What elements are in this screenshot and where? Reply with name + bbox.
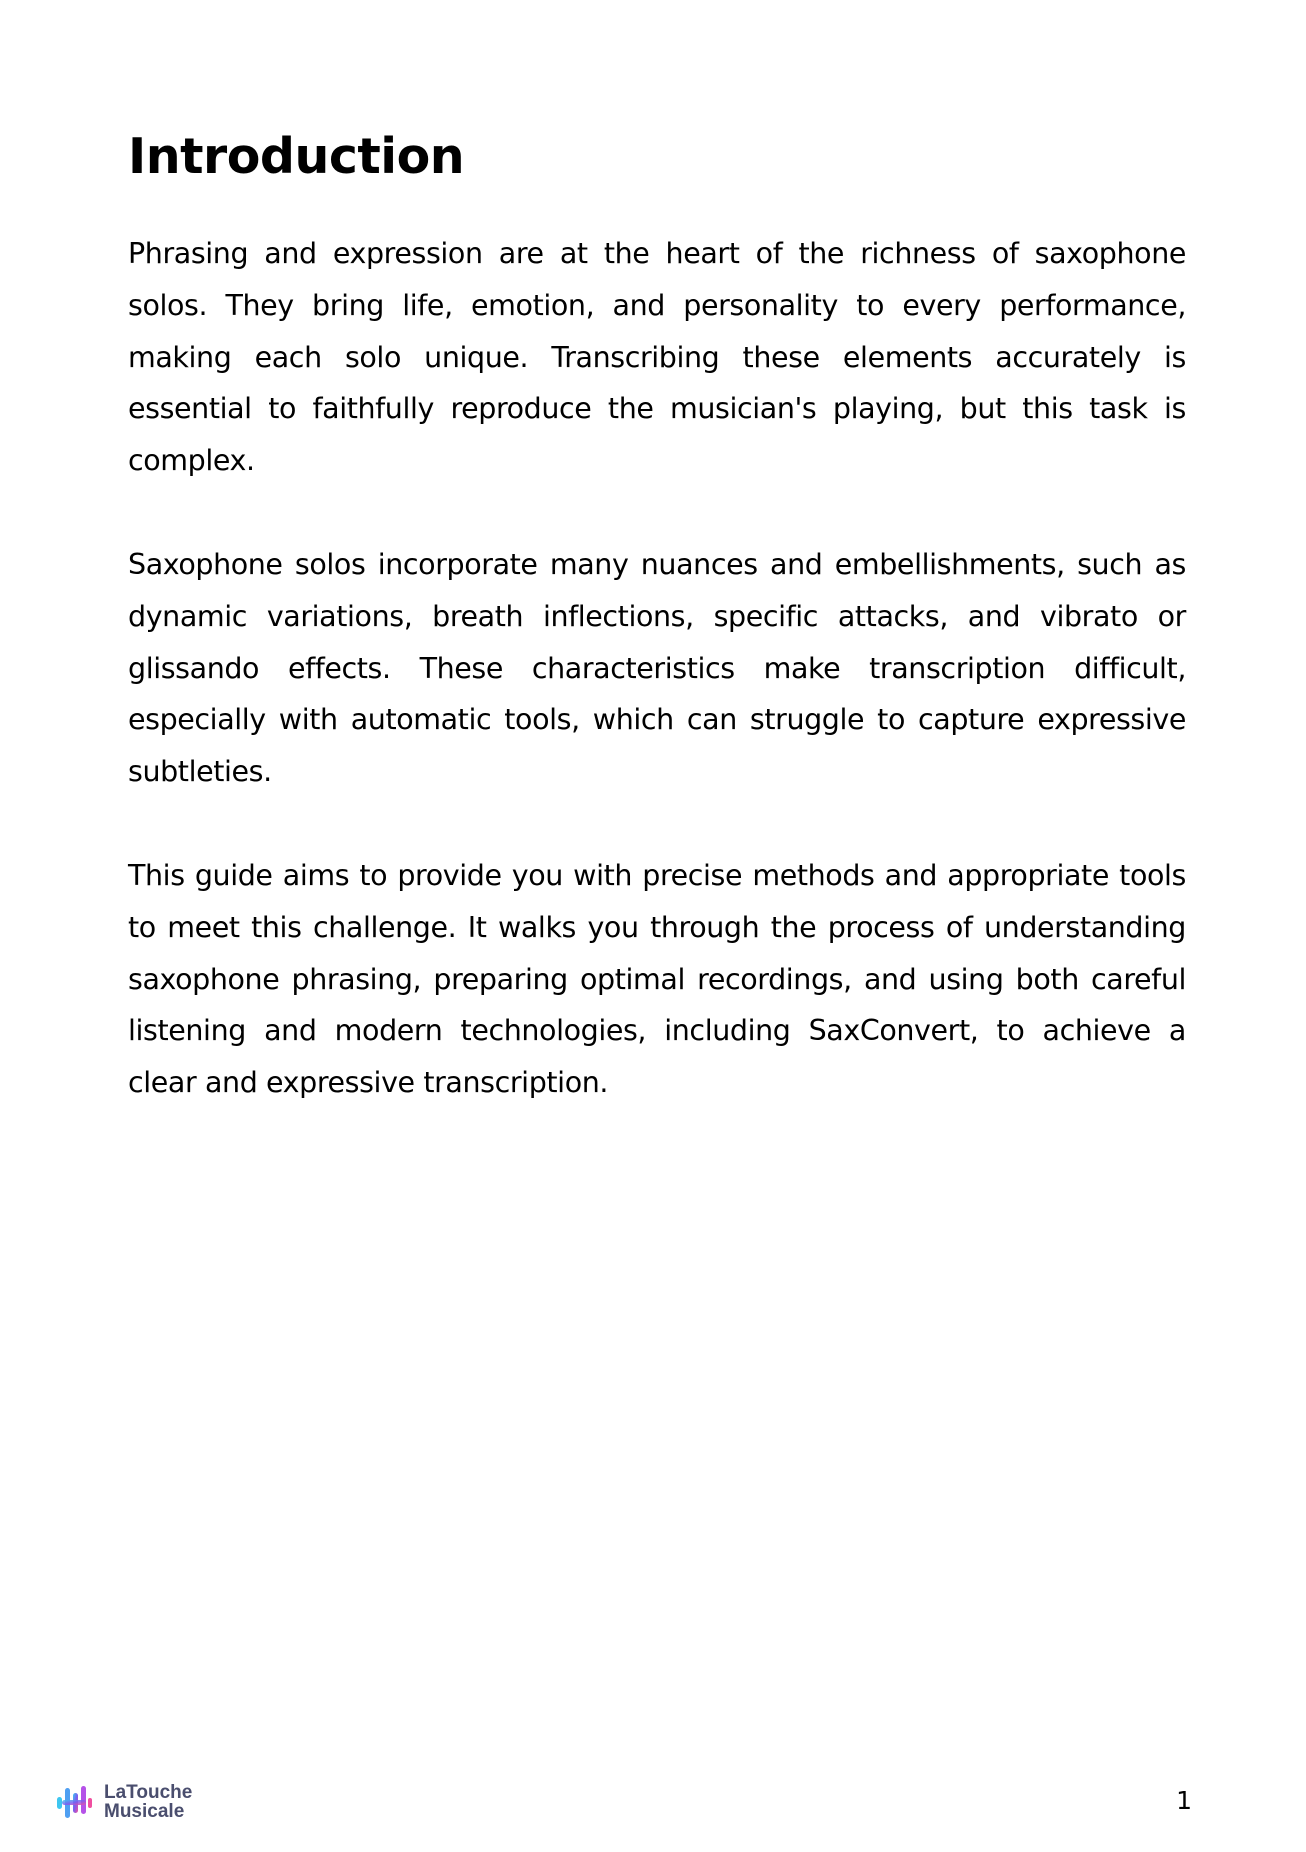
paragraph: Phrasing and expression are at the heart of the richness of saxophone solos. They bring life, emotion, and personality to every performance, making each solo unique. Transcribing these elements accurately is essential to faithfully reproduce the musician's playing, but this task is complex.: [128, 237, 1186, 478]
brand-line-2: Musicale: [104, 1801, 185, 1822]
page-content: [128, 126, 1186, 1161]
brand-name: [104, 1783, 192, 1821]
waveform-logo-icon: [54, 1782, 94, 1822]
brand-logo: [54, 1780, 192, 1824]
paragraph: This guide aims to provide you with precise methods and appropriate tools to meet this challenge. It walks you through the process of understanding saxophone phrasing, preparing optimal recordings, and using both careful listening and modern technologies, including SaxConvert, to achieve a clear and expressive transcription.: [128, 858, 1186, 1100]
paragraph: Saxophone solos incorporate many nuances and embellishments, such as dynamic variations, breath inflections, specific attacks, and vibrato or glissando effects. These characteristics make transcription difficult, especially with automatic tools, which can struggle to capture expressive subtleties.: [128, 547, 1186, 789]
brand-line-1: LaTouche: [104, 1782, 193, 1803]
page-title: Introduction: [128, 128, 465, 185]
page-number: 1: [1176, 1786, 1192, 1815]
